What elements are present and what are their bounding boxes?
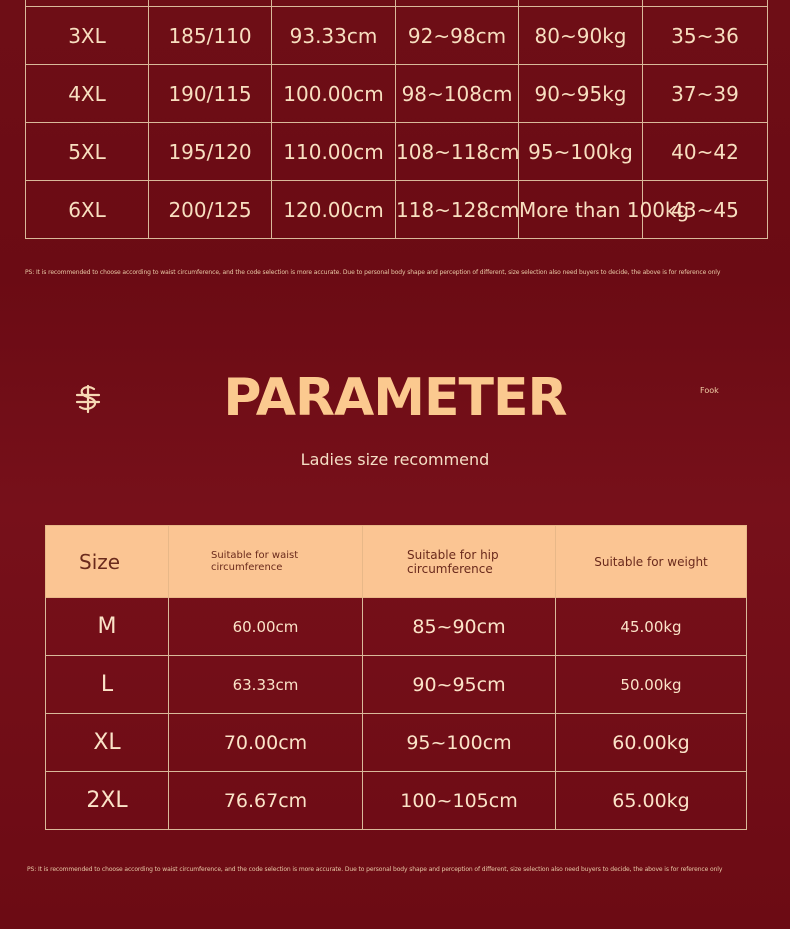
table-row <box>46 714 747 772</box>
height-weight-cell: 195/120 <box>149 123 272 181</box>
size-cell: M <box>46 598 169 656</box>
size-cell: L <box>46 656 169 714</box>
weight-cell: 65.00kg <box>556 772 747 830</box>
hip-cell: 90~95cm <box>363 656 556 714</box>
waist-cell: 100.00cm <box>272 65 396 123</box>
waist-cell: 70.00cm <box>169 714 363 772</box>
waist-cell: 60.00cm <box>169 598 363 656</box>
reference-note: PS: It is recommended to choose according to waist circumference, and the code selection is more accurate. Due to personal body shape and perception of different, size selection also need buyers to decide, the above is for reference only <box>27 866 723 873</box>
size-cell: 4XL <box>26 65 149 123</box>
hip-cell: 85~90cm <box>363 598 556 656</box>
hip-cell: 92~98cm <box>396 7 519 65</box>
waist-cell: 63.33cm <box>169 656 363 714</box>
height-weight-cell: 200/125 <box>149 181 272 239</box>
hip-cell: 98~108cm <box>396 65 519 123</box>
shoe-cell: 37~39 <box>643 65 768 123</box>
header-hip: Suitable for hip circumference <box>363 526 556 598</box>
size-cell: 5XL <box>26 123 149 181</box>
hip-cell: 95~100cm <box>363 714 556 772</box>
page-title: PARAMETER <box>223 368 567 428</box>
ladies-size-table <box>45 525 747 830</box>
size-cell: XL <box>46 714 169 772</box>
size-cell: 2XL <box>46 772 169 830</box>
table-header-row <box>46 526 747 598</box>
weight-cell: More than 100kg <box>519 181 643 239</box>
weight-cell: 60.00kg <box>556 714 747 772</box>
weight-cell: 50.00kg <box>556 656 747 714</box>
mens-size-table <box>25 0 768 239</box>
weight-cell: 90~95kg <box>519 65 643 123</box>
table-row <box>46 598 747 656</box>
reference-note: PS: It is recommended to choose according to waist circumference, and the code selection is more accurate. Due to personal body shape and perception of different, size selection also need buyers to decide, the above is for reference only <box>25 269 721 276</box>
table-row <box>26 123 768 181</box>
shoe-cell: 43~45 <box>643 181 768 239</box>
waist-cell: 76.67cm <box>169 772 363 830</box>
size-cell: 6XL <box>26 181 149 239</box>
table-row <box>26 65 768 123</box>
waist-cell: 120.00cm <box>272 181 396 239</box>
waist-cell: 93.33cm <box>272 7 396 65</box>
hip-cell: 100~105cm <box>363 772 556 830</box>
shoe-cell: 35~36 <box>643 7 768 65</box>
table-row <box>26 7 768 65</box>
hip-cell: 108~118cm <box>396 123 519 181</box>
weight-cell: 80~90kg <box>519 7 643 65</box>
height-weight-cell: 185/110 <box>149 7 272 65</box>
hip-cell: 118~128cm <box>396 181 519 239</box>
table-row <box>46 772 747 830</box>
table-row <box>46 656 747 714</box>
shoe-cell: 40~42 <box>643 123 768 181</box>
table-row <box>26 181 768 239</box>
header-size: Size <box>46 526 169 598</box>
page-subtitle: Ladies size recommend <box>300 450 490 469</box>
height-weight-cell: 190/115 <box>149 65 272 123</box>
brand-label: Fook <box>700 386 719 395</box>
header-waist: Suitable for waist circumference <box>169 526 363 598</box>
waist-cell: 110.00cm <box>272 123 396 181</box>
size-cell: 3XL <box>26 7 149 65</box>
weight-cell: 95~100kg <box>519 123 643 181</box>
header-weight: Suitable for weight <box>556 526 747 598</box>
weight-cell: 45.00kg <box>556 598 747 656</box>
